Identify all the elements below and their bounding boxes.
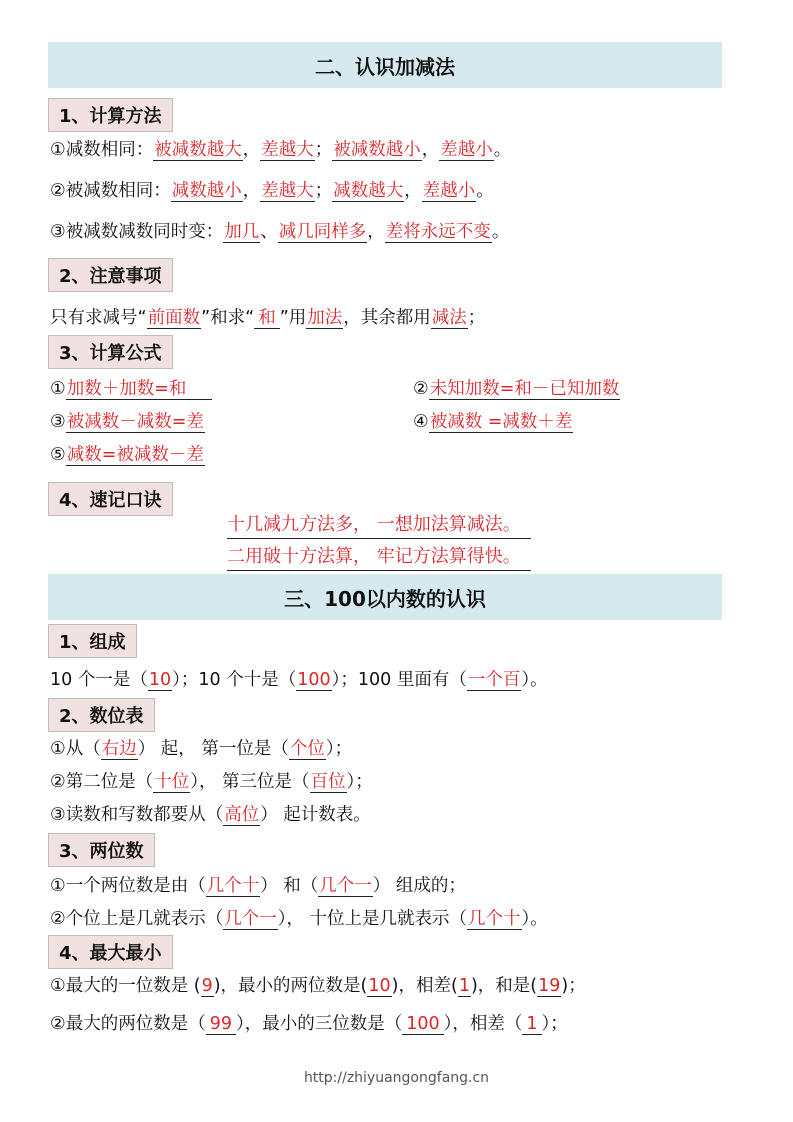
formula-text: 加数＋加数=和 xyxy=(66,379,213,400)
text: ③被减数减数同时变： xyxy=(50,222,224,242)
answer: 差将永远不变 xyxy=(385,222,491,242)
answer: 几个十 xyxy=(206,876,260,896)
number: ③ xyxy=(50,412,66,432)
text: ①最大的一位数是 ( xyxy=(50,976,201,996)
answer: 一个百 xyxy=(467,670,521,690)
answer: 19 xyxy=(538,976,561,996)
text: ，其余都用 xyxy=(343,308,431,328)
heading-max-min: 4、最大最小 xyxy=(48,935,173,969)
formula-text: 被减数－减数=差 xyxy=(66,412,204,432)
text: ①减数相同： xyxy=(50,140,154,160)
text: ③读数和写数都要从（ xyxy=(50,805,224,825)
two-digit-line-1 xyxy=(50,873,466,899)
text: ， xyxy=(242,140,261,160)
number: ⑤ xyxy=(50,445,66,465)
text: ）； xyxy=(346,772,373,792)
text: ）； xyxy=(325,739,353,759)
max-min-line-2 xyxy=(50,1011,568,1037)
answer: 差越大 xyxy=(261,181,314,201)
place-value-line-1 xyxy=(50,736,352,762)
footer-url: http://zhiyuangongfang.cn xyxy=(303,1070,490,1086)
text: ； xyxy=(467,308,486,328)
answer: 100 xyxy=(402,1014,443,1035)
section-title-addition-subtraction: 二、认识加减法 xyxy=(48,42,722,88)
answer: 99 xyxy=(206,1014,236,1035)
answer: 减几同样多 xyxy=(278,222,367,242)
answer: 10 xyxy=(368,976,391,996)
text: ）。 xyxy=(521,909,548,929)
number: ① xyxy=(50,379,66,399)
text: 。 xyxy=(491,222,510,242)
mnemonic-line-1: 十几减九方法多， 一想加法算减法。 xyxy=(227,512,531,539)
composition-line xyxy=(50,667,548,693)
answer: 1 xyxy=(458,976,470,996)
text: )，最小的两位数是( xyxy=(213,976,368,996)
answer: 加法 xyxy=(307,308,343,328)
formula-5 xyxy=(50,442,205,468)
answer: 1 xyxy=(522,1014,541,1035)
text: ， xyxy=(404,181,422,201)
text: )，和是( xyxy=(470,976,538,996)
answer: 前面数 xyxy=(147,308,201,328)
text: ） 和（ xyxy=(260,876,319,896)
max-min-line-1 xyxy=(50,973,586,999)
formula-4 xyxy=(413,409,573,435)
text: ）； xyxy=(541,1014,568,1034)
rule-line-2 xyxy=(50,178,494,204)
heading-notes: 2、注意事项 xyxy=(48,258,173,292)
answer: 被减数越小 xyxy=(333,140,421,160)
text: 。 xyxy=(493,140,512,160)
heading-formulas: 3、计算公式 xyxy=(48,335,173,369)
text: ）；10 个十是（ xyxy=(172,670,297,690)
text: ②第二位是（ xyxy=(50,772,154,792)
answer: 个位 xyxy=(289,739,325,759)
answer: 差越小 xyxy=(440,140,493,160)
text: ②被减数相同： xyxy=(50,181,171,201)
answer: 减法 xyxy=(431,308,467,328)
rule-line-1 xyxy=(50,137,511,163)
text: ①一个两位数是由（ xyxy=(50,876,206,896)
text: ②最大的两位数是（ xyxy=(50,1014,206,1034)
text: ）， 第三位是（ xyxy=(190,772,310,792)
formula-1 xyxy=(50,376,212,402)
text: ， xyxy=(421,140,440,160)
text: ）， 十位上是几就表示（ xyxy=(277,909,468,929)
text: )； xyxy=(561,976,586,996)
text: ） 起计数表。 xyxy=(260,805,371,825)
answer: 和 xyxy=(254,308,280,329)
text: ） 起， 第一位是（ xyxy=(137,739,289,759)
text: )，相差( xyxy=(391,976,458,996)
text: ）；100 里面有（ xyxy=(331,670,467,690)
text: ， xyxy=(242,181,261,201)
answer: 右边 xyxy=(101,739,137,759)
answer: 高位 xyxy=(224,805,260,825)
answer: 减数越小 xyxy=(171,181,242,201)
heading-mnemonic: 4、速记口诀 xyxy=(48,482,173,516)
heading-two-digit-numbers: 3、两位数 xyxy=(48,833,155,867)
answer: 10 xyxy=(148,670,172,690)
notes-line xyxy=(50,305,485,331)
answer: 几个十 xyxy=(468,909,521,929)
two-digit-line-2 xyxy=(50,906,548,932)
answer: 减数越大 xyxy=(333,181,404,201)
answer: 差越小 xyxy=(422,181,476,201)
text: 、 xyxy=(260,222,278,242)
place-value-line-3 xyxy=(50,802,371,828)
heading-composition: 1、组成 xyxy=(48,624,137,658)
text: ），相差（ xyxy=(443,1014,523,1034)
text: 。 xyxy=(476,181,494,201)
section-title-numbers-within-100: 三、100以内数的认识 xyxy=(48,574,722,620)
text: ①从（ xyxy=(50,739,101,759)
text: ， xyxy=(367,222,385,242)
answer: 十位 xyxy=(154,772,190,792)
answer: 几个一 xyxy=(224,909,277,929)
text: 10 个一是（ xyxy=(50,670,148,690)
number: ④ xyxy=(413,412,429,432)
text: ； xyxy=(314,140,333,160)
heading-place-value-table: 2、数位表 xyxy=(48,698,155,732)
heading-calculation-method: 1、计算方法 xyxy=(48,98,173,132)
number: ② xyxy=(413,379,429,399)
text: ），最小的三位数是（ xyxy=(235,1014,403,1034)
answer: 几个一 xyxy=(319,876,372,896)
formula-2 xyxy=(413,376,620,402)
text: ”和求“ xyxy=(201,308,255,328)
answer: 100 xyxy=(297,670,331,690)
mnemonic-line-2: 二用破十方法算， 牢记方法算得快。 xyxy=(227,544,531,571)
text: ”用 xyxy=(279,308,307,328)
answer: 被减数越大 xyxy=(154,140,242,160)
formula-text: 被减数 =减数＋差 xyxy=(429,412,573,432)
text: ②个位上是几就表示（ xyxy=(50,909,224,929)
text: ； xyxy=(314,181,333,201)
formula-text: 未知加数=和－已知加数 xyxy=(429,379,620,399)
answer: 加几 xyxy=(224,222,260,242)
rule-line-3 xyxy=(50,219,509,245)
text: 只有求减号“ xyxy=(50,308,147,328)
text: ） 组成的； xyxy=(372,876,466,896)
formula-3 xyxy=(50,409,205,435)
text: ）。 xyxy=(521,670,548,690)
place-value-line-2 xyxy=(50,769,373,795)
answer: 差越大 xyxy=(261,140,314,160)
formula-text: 减数=被减数－差 xyxy=(66,445,204,465)
answer: 9 xyxy=(201,976,213,996)
answer: 百位 xyxy=(310,772,346,792)
